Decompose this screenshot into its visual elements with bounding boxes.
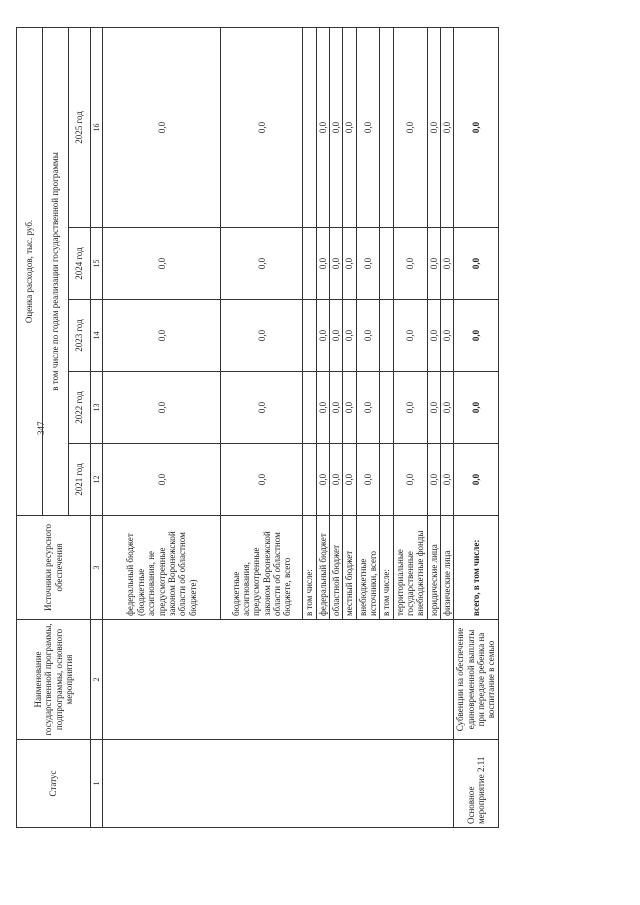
header-estimate: Оценка расходов, тыс. руб. xyxy=(17,27,43,515)
value-cell: 0,0 xyxy=(393,444,427,516)
value-cell: 0,0 xyxy=(356,27,380,227)
value-cell xyxy=(303,228,316,300)
table-row xyxy=(316,27,329,827)
value-cell: 0,0 xyxy=(427,300,440,372)
col-num: 14 xyxy=(91,300,103,372)
status-cell xyxy=(329,740,342,828)
header-name: Наименование государственной программы, подпрограммы, основного мероприятия xyxy=(17,620,91,740)
value-cell: 0,0 xyxy=(356,444,380,516)
event-value: 0,0 xyxy=(454,300,498,372)
header-status: Статус xyxy=(17,740,91,828)
value-cell: 0,0 xyxy=(427,228,440,300)
event-value: 0,0 xyxy=(454,444,498,516)
value-cell: 0,0 xyxy=(440,228,453,300)
value-cell: 0,0 xyxy=(440,27,453,227)
name-cell xyxy=(343,620,356,740)
name-cell xyxy=(303,620,316,740)
header-source: Источники ресурсного обеспечения xyxy=(17,516,91,620)
value-cell: 0,0 xyxy=(356,300,380,372)
source-cell: областной бюджет xyxy=(329,516,342,620)
event-source: всего, в том числе: xyxy=(454,516,498,620)
name-cell xyxy=(221,620,303,740)
status-cell xyxy=(380,740,393,828)
year-2022: 2022 год xyxy=(69,372,91,444)
value-cell: 0,0 xyxy=(316,372,329,444)
status-cell xyxy=(440,740,453,828)
col-num: 12 xyxy=(91,444,103,516)
value-cell: 0,0 xyxy=(329,372,342,444)
value-cell: 0,0 xyxy=(103,27,221,227)
value-cell: 0,0 xyxy=(440,444,453,516)
status-cell xyxy=(343,740,356,828)
value-cell: 0,0 xyxy=(343,27,356,227)
value-cell: 0,0 xyxy=(329,27,342,227)
col-num: 16 xyxy=(91,27,103,227)
event-value: 0,0 xyxy=(454,27,498,227)
table-row xyxy=(221,27,303,827)
value-cell: 0,0 xyxy=(103,228,221,300)
source-cell: в том числе: xyxy=(380,516,393,620)
value-cell: 0,0 xyxy=(343,372,356,444)
value-cell: 0,0 xyxy=(221,228,303,300)
value-cell: 0,0 xyxy=(427,27,440,227)
value-cell: 0,0 xyxy=(316,300,329,372)
event-value: 0,0 xyxy=(454,372,498,444)
name-cell xyxy=(380,620,393,740)
value-cell: 0,0 xyxy=(316,228,329,300)
table-row xyxy=(427,27,440,827)
year-2024: 2024 год xyxy=(69,228,91,300)
source-cell: местный бюджет xyxy=(343,516,356,620)
value-cell: 0,0 xyxy=(221,27,303,227)
table-row xyxy=(380,27,393,827)
name-cell xyxy=(329,620,342,740)
value-cell: 0,0 xyxy=(393,228,427,300)
value-cell: 0,0 xyxy=(343,444,356,516)
table-row xyxy=(103,27,221,827)
value-cell: 0,0 xyxy=(440,372,453,444)
value-cell: 0,0 xyxy=(427,372,440,444)
name-cell xyxy=(356,620,380,740)
table-row xyxy=(343,27,356,827)
year-2025: 2025 год xyxy=(69,27,91,227)
value-cell: 0,0 xyxy=(103,444,221,516)
status-cell xyxy=(427,740,440,828)
value-cell xyxy=(303,300,316,372)
status-cell xyxy=(316,740,329,828)
status-cell xyxy=(103,740,221,828)
status-cell xyxy=(393,740,427,828)
event-name: Субвенции на обеспечение единовременной выплаты при передаче ребенка на воспитание в семью xyxy=(454,620,498,740)
value-cell: 0,0 xyxy=(440,300,453,372)
table-row xyxy=(329,27,342,827)
name-cell xyxy=(440,620,453,740)
name-cell xyxy=(316,620,329,740)
value-cell xyxy=(380,372,393,444)
value-cell: 0,0 xyxy=(221,444,303,516)
source-cell: федеральный бюджет (бюджетные ассигнования, не предусмотренные законом Воронежской области об областном бюджете) xyxy=(103,516,221,620)
name-cell xyxy=(393,620,427,740)
event-status: Основное мероприятие 2.11 xyxy=(454,740,498,828)
source-cell: в том числе: xyxy=(303,516,316,620)
header-by-years: в том числе по годам реализации государственной программы xyxy=(43,27,69,515)
source-cell: физические лица xyxy=(440,516,453,620)
page-number: 347 xyxy=(36,421,46,435)
value-cell: 0,0 xyxy=(103,372,221,444)
value-cell: 0,0 xyxy=(356,228,380,300)
table-row xyxy=(393,27,427,827)
col-num: 2 xyxy=(91,620,103,740)
name-cell xyxy=(103,620,221,740)
source-cell: территориальные государственные внебюджетные фонды xyxy=(393,516,427,620)
source-cell: внебюджетные источники, всего xyxy=(356,516,380,620)
value-cell: 0,0 xyxy=(221,372,303,444)
col-num: 13 xyxy=(91,372,103,444)
table-row xyxy=(303,27,316,827)
value-cell: 0,0 xyxy=(343,228,356,300)
year-2023: 2023 год xyxy=(69,300,91,372)
value-cell xyxy=(380,228,393,300)
value-cell: 0,0 xyxy=(316,444,329,516)
value-cell: 0,0 xyxy=(329,300,342,372)
source-cell: юридические лица xyxy=(427,516,440,620)
source-cell: бюджетные ассигнования, предусмотренные законом Воронежской области об областном бюджете, всего xyxy=(221,516,303,620)
status-cell xyxy=(356,740,380,828)
value-cell xyxy=(380,27,393,227)
name-cell xyxy=(427,620,440,740)
expense-table xyxy=(16,27,499,828)
value-cell: 0,0 xyxy=(427,444,440,516)
value-cell xyxy=(303,444,316,516)
source-cell: федеральный бюджет xyxy=(316,516,329,620)
status-cell xyxy=(221,740,303,828)
value-cell xyxy=(303,27,316,227)
value-cell xyxy=(380,444,393,516)
col-num: 3 xyxy=(91,516,103,620)
value-cell xyxy=(380,300,393,372)
year-2021: 2021 год xyxy=(69,444,91,516)
value-cell: 0,0 xyxy=(103,300,221,372)
value-cell: 0,0 xyxy=(221,300,303,372)
value-cell: 0,0 xyxy=(316,27,329,227)
col-num: 15 xyxy=(91,228,103,300)
value-cell xyxy=(303,372,316,444)
table-row xyxy=(440,27,453,827)
rotated-table-container xyxy=(16,28,541,828)
event-value: 0,0 xyxy=(454,228,498,300)
status-cell xyxy=(303,740,316,828)
value-cell: 0,0 xyxy=(343,300,356,372)
value-cell: 0,0 xyxy=(393,372,427,444)
value-cell: 0,0 xyxy=(393,27,427,227)
value-cell: 0,0 xyxy=(329,444,342,516)
table-row xyxy=(356,27,380,827)
value-cell: 0,0 xyxy=(393,300,427,372)
value-cell: 0,0 xyxy=(329,228,342,300)
col-num: 1 xyxy=(91,740,103,828)
value-cell: 0,0 xyxy=(356,372,380,444)
